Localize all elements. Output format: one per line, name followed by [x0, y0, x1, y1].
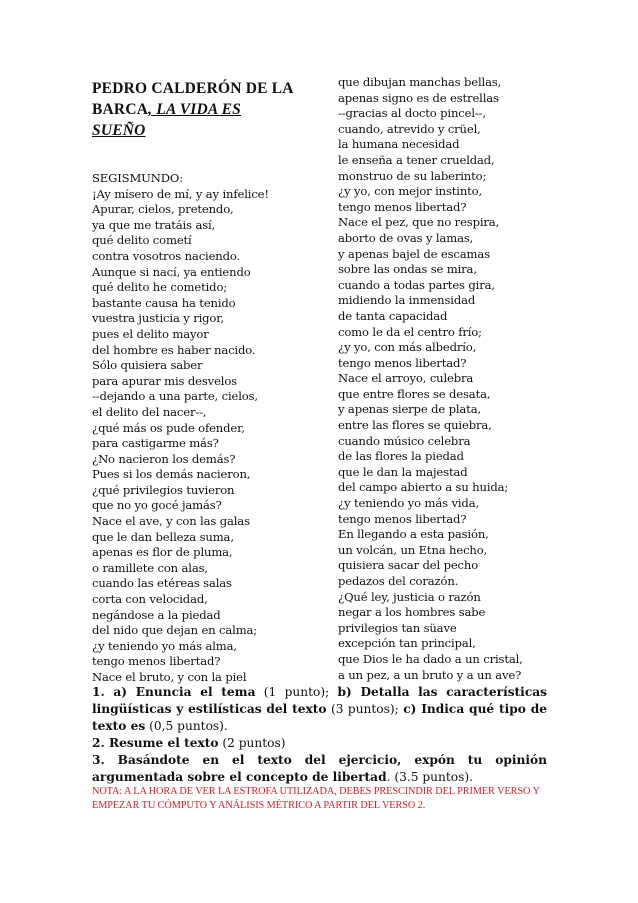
poem-verse: quisiera sacar del pecho: [338, 558, 479, 573]
poem-verse: corta con velocidad,: [92, 592, 208, 607]
poem-verse: qué delito he cometido;: [92, 280, 228, 295]
poem-verse: que no yo gocé jamás?: [92, 498, 222, 513]
poem-verse: negándose a la piedad: [92, 607, 221, 622]
poem-verse: excepción tan principal,: [338, 636, 476, 651]
poem-verse: o ramillete con alas,: [92, 560, 208, 575]
poem-verse: que le dan la majestad: [338, 464, 468, 479]
poem-verse: ¿y yo, con más albedrío,: [338, 340, 477, 355]
poem-verse: del campo abierto a su huida;: [338, 480, 509, 495]
poem-verse: cuando a todas partes gira,: [338, 277, 495, 292]
poem-verse: ¿qué más os pude ofender,: [92, 420, 245, 435]
question-1b-points: (3 puntos);: [326, 702, 404, 716]
poem-verse: bastante causa ha tenido: [92, 295, 236, 310]
poem-verse: tengo menos libertad?: [92, 654, 221, 669]
poem-verse: ya que me tratáis así,: [92, 217, 216, 232]
poem-verse: Pues si los demás nacieron,: [92, 467, 251, 482]
poem-verse: tengo menos libertad?: [338, 355, 467, 370]
poem-verse: privilegios tan süave: [338, 620, 457, 635]
poem-verse: ¿No nacieron los demás?: [92, 451, 236, 466]
question-2-points: (2 puntos): [218, 736, 286, 750]
poem-verse: cuando músico celebra: [338, 433, 471, 448]
poem-verse: cuando las etéreas salas: [92, 576, 232, 591]
exam-questions: [92, 684, 547, 786]
question-1a: 1. a) Enuncia el tema: [92, 685, 256, 699]
poem-verse: un volcán, un Etna hecho,: [338, 542, 488, 557]
poem-verse: como le da el centro frío;: [338, 324, 482, 339]
poem-verse: ¿Qué ley, justicia o razón: [338, 589, 481, 604]
poem-verse: midiendo la inmensidad: [338, 293, 476, 308]
poem-verse: vuestra justicia y rigor,: [92, 311, 224, 326]
poem-verse: --dejando a una parte, cielos,: [92, 389, 258, 404]
poem-verse: qué delito cometí: [92, 233, 192, 248]
poem-verse: sobre las ondas se mira,: [338, 262, 477, 277]
poem-right-column: [338, 75, 523, 683]
poem-verse: de las flores la piedad: [338, 449, 464, 464]
poem-verse: que le dan belleza suma,: [92, 529, 234, 544]
poem-verse: ¿y teniendo yo más alma,: [92, 638, 237, 653]
poem-verse: pues el delito mayor: [92, 326, 209, 341]
poem-verse: para castigarme más?: [92, 436, 219, 451]
poem-verse: que dibujan manchas bellas,: [338, 75, 502, 89]
poem-verse: Aunque si nací, ya entiendo: [92, 264, 251, 279]
poem-verse: del nido que dejan en calma;: [92, 623, 258, 638]
poem-verse: y apenas bajel de escamas: [338, 246, 490, 261]
question-1c-points: (0,5 puntos).: [145, 719, 228, 733]
poem-verse: tengo menos libertad?: [338, 199, 467, 214]
title-line-1: PEDRO CALDERÓN DE LA: [92, 80, 294, 97]
poem-verse: para apurar mis desvelos: [92, 373, 237, 388]
poem-verse: y apenas sierpe de plata,: [338, 402, 481, 417]
poem-verse: entre las flores se quiebra,: [338, 418, 492, 433]
poem-verse: En llegando a esta pasión,: [338, 527, 489, 542]
poem-verse: Nace el pez, que no respira,: [338, 215, 500, 230]
question-1c: c) Indica qué tipo de texto es: [92, 702, 547, 733]
title-line-2-plain: BARCA: [92, 101, 149, 118]
document-title: [92, 78, 332, 141]
poem-verse: Nace el ave, y con las galas: [92, 514, 250, 529]
poem-verse: pedazos del corazón.: [338, 574, 459, 588]
poem-verse: a un pez, a un bruto y a un ave?: [338, 667, 522, 682]
question-1a-points: (1 punto);: [255, 685, 338, 699]
poem-verse: ¡Ay mísero de mí, y ay infelice!: [92, 186, 269, 201]
question-1b: b) Detalla las características lingüísticas y estilísticas del texto: [92, 685, 547, 716]
poem-verse: del hombre es haber nacido.: [92, 342, 256, 357]
title-line-3-underlined: SUEÑO: [92, 122, 146, 139]
poem-verse: apenas signo es de estrellas: [338, 90, 499, 105]
metric-note: NOTA: A LA HORA DE VER LA ESTROFA UTILIZADA, DEBES PRESCINDIR DEL PRIMER VERSO Y EMPEZAR TU CÓMPUTO Y ANÁLISIS MÉTRICO A PARTIR DEL VERSO 2.: [92, 786, 540, 811]
poem-verse: cuando, atrevido y crüel,: [338, 121, 481, 136]
poem-verse: que Dios le ha dado a un cristal,: [338, 651, 523, 666]
poem-verse: ¿y teniendo yo más vida,: [338, 496, 479, 511]
poem-verse: la humana necesidad: [338, 137, 460, 152]
poem-verse: el delito del nacer--,: [92, 404, 207, 419]
poem-left-column: [92, 171, 269, 686]
question-3-points: . (3.5 puntos).: [386, 770, 473, 784]
poem-verse: monstruo de su laberinto;: [338, 168, 487, 183]
poem-verse: SEGISMUNDO:: [92, 171, 184, 185]
question-3: [92, 752, 547, 786]
poem-verse: contra vosotros naciendo.: [92, 248, 241, 263]
poem-verse: Nace el arroyo, culebra: [338, 371, 474, 386]
poem-verse: aborto de ovas y lamas,: [338, 230, 474, 245]
title-line-2-underlined: , LA VIDA ES: [148, 101, 241, 118]
poem-verse: apenas es flor de pluma,: [92, 545, 233, 560]
poem-verse: negar a los hombres sabe: [338, 605, 486, 620]
question-2: [92, 735, 547, 752]
poem-verse: Apurar, cielos, pretendo,: [92, 202, 234, 217]
poem-verse: que entre flores se desata,: [338, 386, 491, 401]
question-3-text: 3. Basándote en el texto del ejercicio, expón tu opinión argumentada sobre el concepto de libertad: [92, 753, 547, 784]
poem-verse: --gracias al docto pincel--,: [338, 106, 486, 121]
poem-verse: Sólo quisiera saber: [92, 358, 203, 373]
poem-verse: ¿qué privilegios tuvieron: [92, 482, 235, 497]
poem-verse: de tanta capacidad: [338, 308, 448, 323]
poem-verse: le enseña a tener crueldad,: [338, 152, 495, 167]
question-2-text: 2. Resume el texto: [92, 736, 219, 750]
poem-verse: ¿y yo, con mejor instinto,: [338, 184, 483, 199]
question-1: [92, 684, 547, 735]
poem-verse: tengo menos libertad?: [338, 511, 467, 526]
poem-verse: Nace el bruto, y con la piel: [92, 670, 247, 684]
